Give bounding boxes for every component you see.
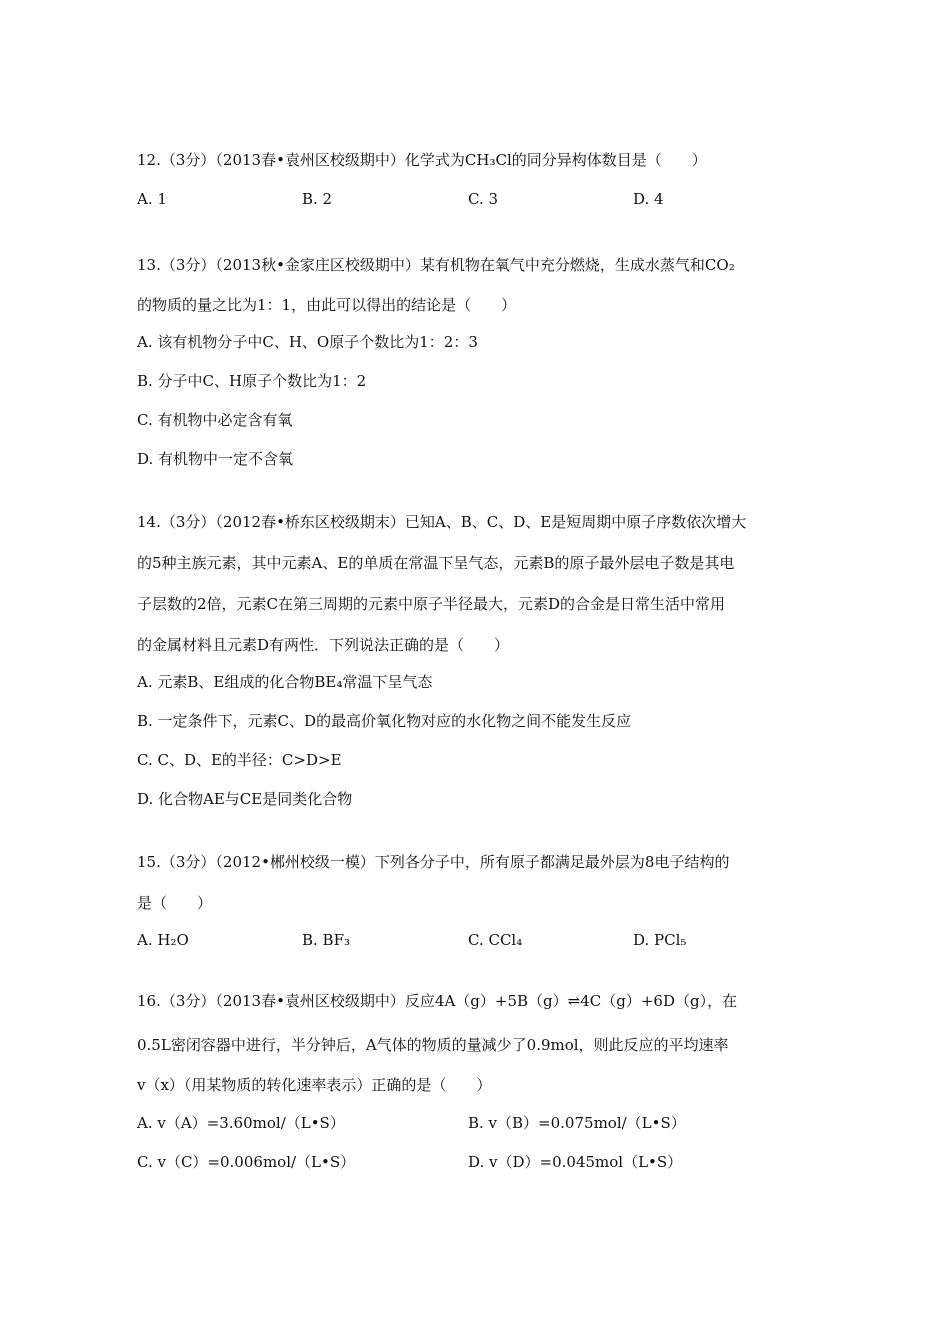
option-d: D. 4 [633,190,664,208]
option-a: A. H₂O [137,931,189,949]
option-a: A. 1 [137,190,167,208]
option-c: C. 有机物中必定含有氧 [137,411,293,429]
question-12-line-1 [137,150,707,170]
question-14-line-2: 的5种主族元素，其中元素A、E的单质在常温下呈气态，元素B的原子最外层电子数是其电 [137,554,735,572]
option-b: B. BF₃ [302,931,351,949]
question-number: 16. [137,992,161,1010]
question-13-line-1 [137,255,735,275]
option-d: D. PCl₅ [633,931,687,949]
question-15-line-1 [137,852,729,872]
question-16-line-2: 0.5L密闭容器中进行，半分钟后，A气体的物质的量减少了0.9mol，则此反应的平均速率 [137,1036,729,1054]
option-d: D. 有机物中一定不含氧 [137,450,294,468]
option-c: C. 3 [468,190,499,208]
option-d: D. 化合物AE与CE是同类化合物 [137,790,353,808]
question-stem: （3分）（2012春•桥东区校级期末）已知A、B、C、D、E是短周期中原子序数依次增大 [160,513,747,531]
question-14-line-4: 的金属材料且元素D有两性．下列说法正确的是（ ） [137,636,510,654]
question-16-line-1 [137,991,737,1011]
question-stem: （3分）（2013春•袁州区校级期中）化学式为CH₃Cl的同分异构体数目是（ ） [160,151,707,169]
question-14-line-3: 子层数的2倍，元素C在第三周期的元素中原子半径最大，元素D的合金是日常生活中常用 [137,595,726,613]
question-stem: （3分）（2013秋•金家庄区校级期中）某有机物在氧气中充分燃烧，生成水蒸气和CO₂ [160,256,735,274]
option-b: B. 2 [302,190,333,208]
option-a: A. v（A）=3.60mol/（L•S） [137,1114,345,1132]
question-number: 13. [137,256,161,274]
option-d: D. v（D）=0.045mol（L•S） [468,1153,683,1171]
option-c: C. v（C）=0.006mol/（L•S） [137,1153,356,1171]
question-16-line-3: v（x）（用某物质的转化速率表示）正确的是（ ） [137,1076,492,1094]
option-c: C. CCl₄ [468,931,523,949]
option-c: C. C、D、E的半径：C>D>E [137,751,342,769]
question-14-line-1 [137,512,746,532]
option-b: B. 一定条件下，元素C、D的最高价氧化物对应的水化物之间不能发生反应 [137,712,632,730]
question-number: 12. [137,151,161,169]
question-15-line-2: 是（ ） [137,894,213,912]
question-stem: （3分）（2013春•袁州区校级期中）反应4A（g）+5B（g）⇌4C（g）+6D（g），在 [160,992,738,1010]
question-number: 14. [137,513,161,531]
option-a: A. 该有机物分子中C、H、O原子个数比为1：2：3 [137,333,478,351]
question-stem: （3分）（2012•郴州校级一模）下列各分子中，所有原子都满足最外层为8电子结构的 [160,853,730,871]
option-b: B. 分子中C、H原子个数比为1：2 [137,372,367,390]
question-13-line-2: 的物质的量之比为1：1，由此可以得出的结论是（ ） [137,296,517,314]
question-number: 15. [137,853,161,871]
option-a: A. 元素B、E组成的化合物BE₄常温下呈气态 [137,673,433,691]
option-b: B. v（B）=0.075mol/（L•S） [468,1114,686,1132]
